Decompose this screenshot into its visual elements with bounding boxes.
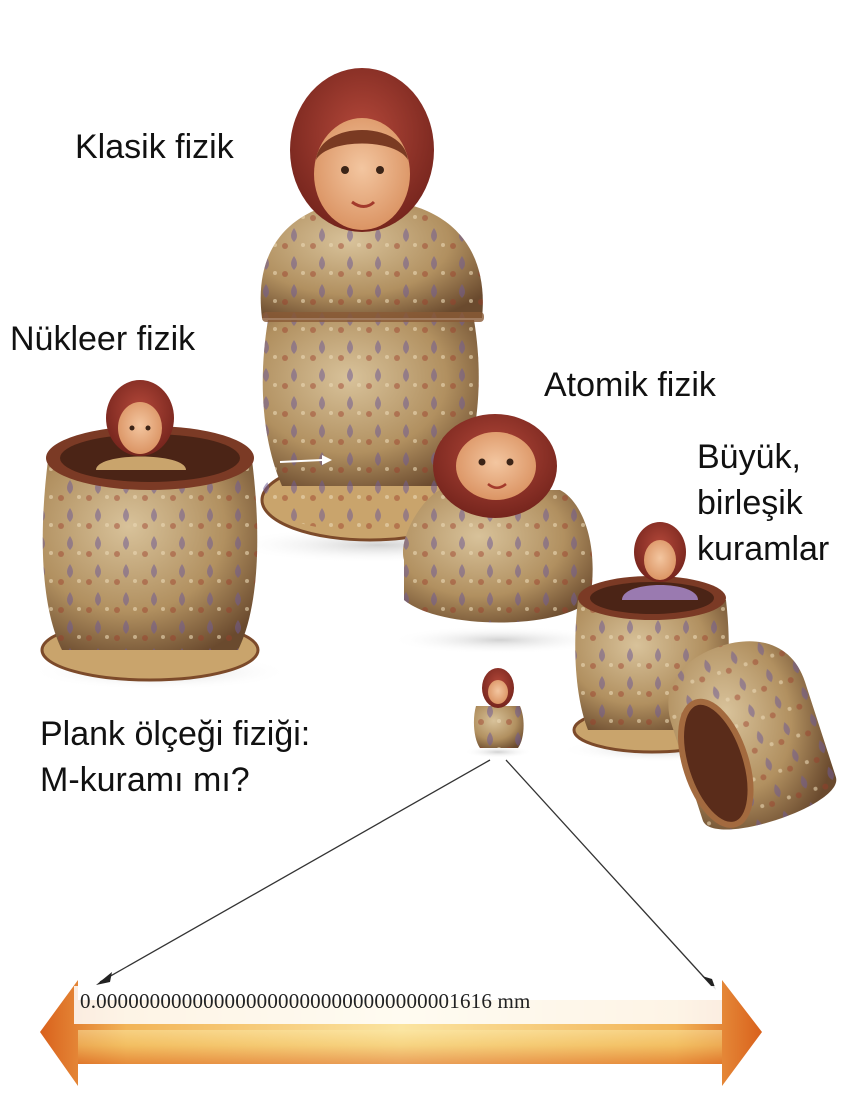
label-classical-physics: Klasik fizik bbox=[75, 128, 234, 166]
planck-length-unit: mm bbox=[497, 989, 531, 1013]
label-planck-line-1: Plank ölçeği fiziği: bbox=[40, 715, 311, 753]
planck-length-value: 0.0000000000000000000000000000000001616 bbox=[80, 989, 493, 1013]
label-atomic-physics: Atomik fizik bbox=[544, 366, 716, 404]
label-grand-unified-theories bbox=[697, 434, 829, 572]
label-nuclear-physics: Nükleer fizik bbox=[10, 320, 196, 358]
doll-open-left bbox=[30, 380, 290, 690]
doll-smallest bbox=[464, 668, 532, 758]
label-planck-scale-physics bbox=[40, 711, 310, 803]
label-planck-line-2: M-kuramı mı? bbox=[40, 761, 250, 799]
label-gut-line-1: Büyük, bbox=[697, 438, 801, 476]
label-gut-line-2: birleşik bbox=[697, 484, 803, 522]
planck-length-readout bbox=[80, 989, 531, 1014]
label-gut-line-3: kuramlar bbox=[697, 530, 830, 568]
